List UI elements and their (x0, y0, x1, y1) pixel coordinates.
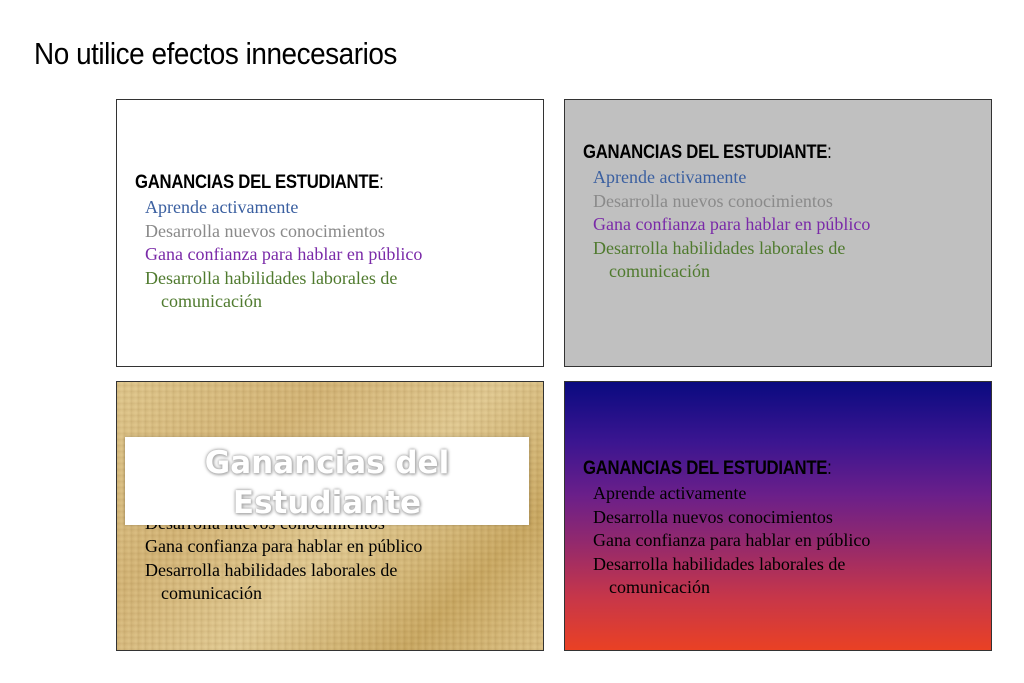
heading-colon: : (827, 142, 832, 163)
list-item: Gana confianza para hablar en público (145, 536, 423, 556)
heading-text: GANANCIAS DEL ESTUDIANTE (135, 172, 380, 193)
list-item: Desarrolla habilidades laborales de (145, 559, 398, 580)
list-item: Desarrolla habilidades laborales de (145, 267, 398, 288)
slide-content (583, 458, 870, 600)
slide-gray (564, 99, 992, 367)
list-item: Desarrolla nuevos conocimientos (593, 506, 833, 527)
overlay-title (125, 437, 529, 523)
heading-colon: : (827, 458, 832, 479)
list-item: Desarrolla habilidades laborales de (593, 237, 846, 258)
overlay-title-line: Estudiante (232, 485, 422, 521)
list-item: Gana confianza para hablar en público (145, 244, 423, 264)
list-item: Aprende activamente (593, 167, 747, 187)
list-item: Gana confianza para hablar en público (593, 214, 871, 234)
list-item: Gana confianza para hablar en público (593, 530, 871, 550)
list-item: comunicación (161, 291, 262, 311)
title-overlay-box (125, 437, 529, 525)
slide-heading (583, 458, 836, 480)
list-item: Aprende activamente (145, 197, 299, 217)
heading-text: GANANCIAS DEL ESTUDIANTE (583, 142, 828, 163)
heading-text: GANANCIAS DEL ESTUDIANTE (583, 458, 828, 479)
list-item: Aprende activamente (593, 483, 747, 503)
slide-heading (135, 172, 388, 194)
bullet-list (135, 196, 422, 314)
list-item: comunicación (161, 583, 262, 603)
slide-gradient (564, 381, 992, 651)
page-title: No utilice efectos innecesarios (34, 36, 397, 71)
bullet-list (583, 482, 870, 600)
slide-papyrus (116, 381, 544, 651)
bullet-list (583, 166, 870, 284)
list-item: Desarrolla nuevos conocimientos (593, 190, 833, 211)
slide-heading (583, 142, 836, 164)
slide-plain-white (116, 99, 544, 367)
heading-colon: : (379, 172, 384, 193)
slide-content (583, 142, 870, 284)
list-item: comunicación (609, 577, 710, 597)
list-item: comunicación (609, 261, 710, 281)
list-item: Desarrolla habilidades laborales de (593, 553, 846, 574)
overlay-title-line: Ganancias del (204, 445, 450, 481)
list-item: Desarrolla nuevos conocimientos (145, 220, 385, 241)
slide-content (135, 172, 422, 314)
